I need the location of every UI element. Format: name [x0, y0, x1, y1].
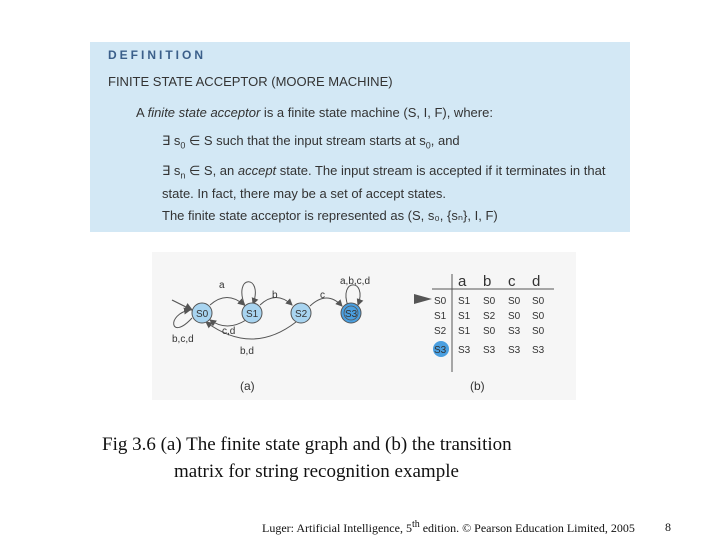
matrix-cell: S0	[483, 296, 496, 307]
l2-a: ∃ s	[162, 163, 181, 178]
matrix-cell: S0	[483, 326, 496, 337]
matrix-row-state: S0	[434, 296, 447, 307]
label-bd: b,d	[240, 346, 254, 357]
intro-pre: A	[136, 105, 148, 120]
matrix-cell: S3	[508, 345, 521, 356]
matrix-col-b: b	[483, 273, 492, 290]
definition-intro	[136, 105, 493, 120]
matrix-cell: S1	[458, 311, 471, 322]
matrix-caption: (b)	[470, 379, 485, 393]
definition-heading: DEFINITION	[108, 48, 206, 62]
l1-b: ∈ S such that the input stream starts at s	[185, 133, 426, 148]
matrix-cell: S1	[458, 296, 471, 307]
l2-b: ∈ S, an	[185, 163, 238, 178]
edge-s2-s3	[310, 298, 342, 306]
definition-title: FINITE STATE ACCEPTOR (MOORE MACHINE)	[108, 74, 393, 89]
matrix-cell: S3	[483, 345, 496, 356]
matrix-row-state: S3	[434, 345, 447, 356]
state-s0-label: S0	[196, 309, 209, 320]
label-bcd: b,c,d	[172, 334, 194, 345]
label-abcd: a,b,c,d	[340, 276, 371, 287]
start-row-arrow	[414, 294, 432, 304]
matrix-cell: S0	[532, 311, 545, 322]
state-s3-label: S3	[345, 309, 358, 320]
intro-emphasis: finite state acceptor	[147, 105, 261, 120]
figure-caption	[102, 431, 512, 485]
definition-line-start-state	[162, 132, 622, 155]
matrix-cell: S0	[508, 296, 521, 307]
edge-s0-s1	[210, 298, 244, 306]
matrix-body	[434, 296, 545, 356]
graph-caption: (a)	[240, 379, 255, 393]
l2-emphasis: accept	[237, 163, 277, 178]
label-c: c	[320, 290, 325, 301]
matrix-cell: S3	[458, 345, 471, 356]
definition-box	[90, 42, 630, 232]
intro-post: is a finite state machine (S, I, F), where:	[260, 105, 493, 120]
matrix-cell: S0	[508, 311, 521, 322]
matrix-cell: S3	[532, 345, 545, 356]
matrix-cell: S1	[458, 326, 471, 337]
l1-sub: 0	[180, 140, 186, 151]
l1-c: , and	[430, 133, 460, 148]
matrix-col-c: c	[508, 273, 516, 290]
page-number: 8	[665, 520, 671, 534]
matrix-col-a: a	[458, 273, 467, 290]
matrix-col-d: d	[532, 273, 541, 290]
l2-c: state. The input stream is accepted if it terminates in that state. In fact, there may be a set of accept states.	[162, 163, 606, 201]
start-arrow	[172, 300, 192, 310]
footer-pre: Luger: Artificial Intelligence, 5	[262, 521, 412, 535]
l1-a: ∃ s	[162, 133, 181, 148]
figure-panel	[152, 252, 576, 400]
matrix-row-state: S2	[434, 326, 447, 337]
footer-post: edition. © Pearson Education Limited, 2005	[419, 521, 635, 535]
loop-s0	[174, 310, 192, 328]
matrix-row-state: S1	[434, 311, 447, 322]
definition-line-accept-state	[162, 162, 622, 203]
state-s1-label: S1	[246, 309, 259, 320]
footer-sup: th	[411, 519, 420, 530]
caption-line-1: Fig 3.6 (a) The finite state graph and (b) the transition	[102, 434, 512, 455]
footer-credit	[262, 519, 635, 536]
matrix-cell: S0	[532, 326, 545, 337]
label-a: a	[219, 280, 225, 291]
matrix-cell: S0	[532, 296, 545, 307]
definition-line-representation: The finite state acceptor is represented as (S, s₀, {sₙ}, I, F)	[162, 208, 498, 223]
label-b: b	[272, 290, 278, 301]
matrix-cell: S3	[508, 326, 521, 337]
state-s2-label: S2	[295, 309, 308, 320]
l1-sub2: 0	[425, 140, 431, 151]
state-graph-and-matrix	[152, 252, 576, 400]
caption-line-2: matrix for string recognition example	[174, 461, 459, 482]
label-cd: c,d	[222, 326, 236, 337]
l2-sub: n	[180, 170, 186, 181]
matrix-cell: S2	[483, 311, 496, 322]
loop-s1	[242, 282, 256, 306]
